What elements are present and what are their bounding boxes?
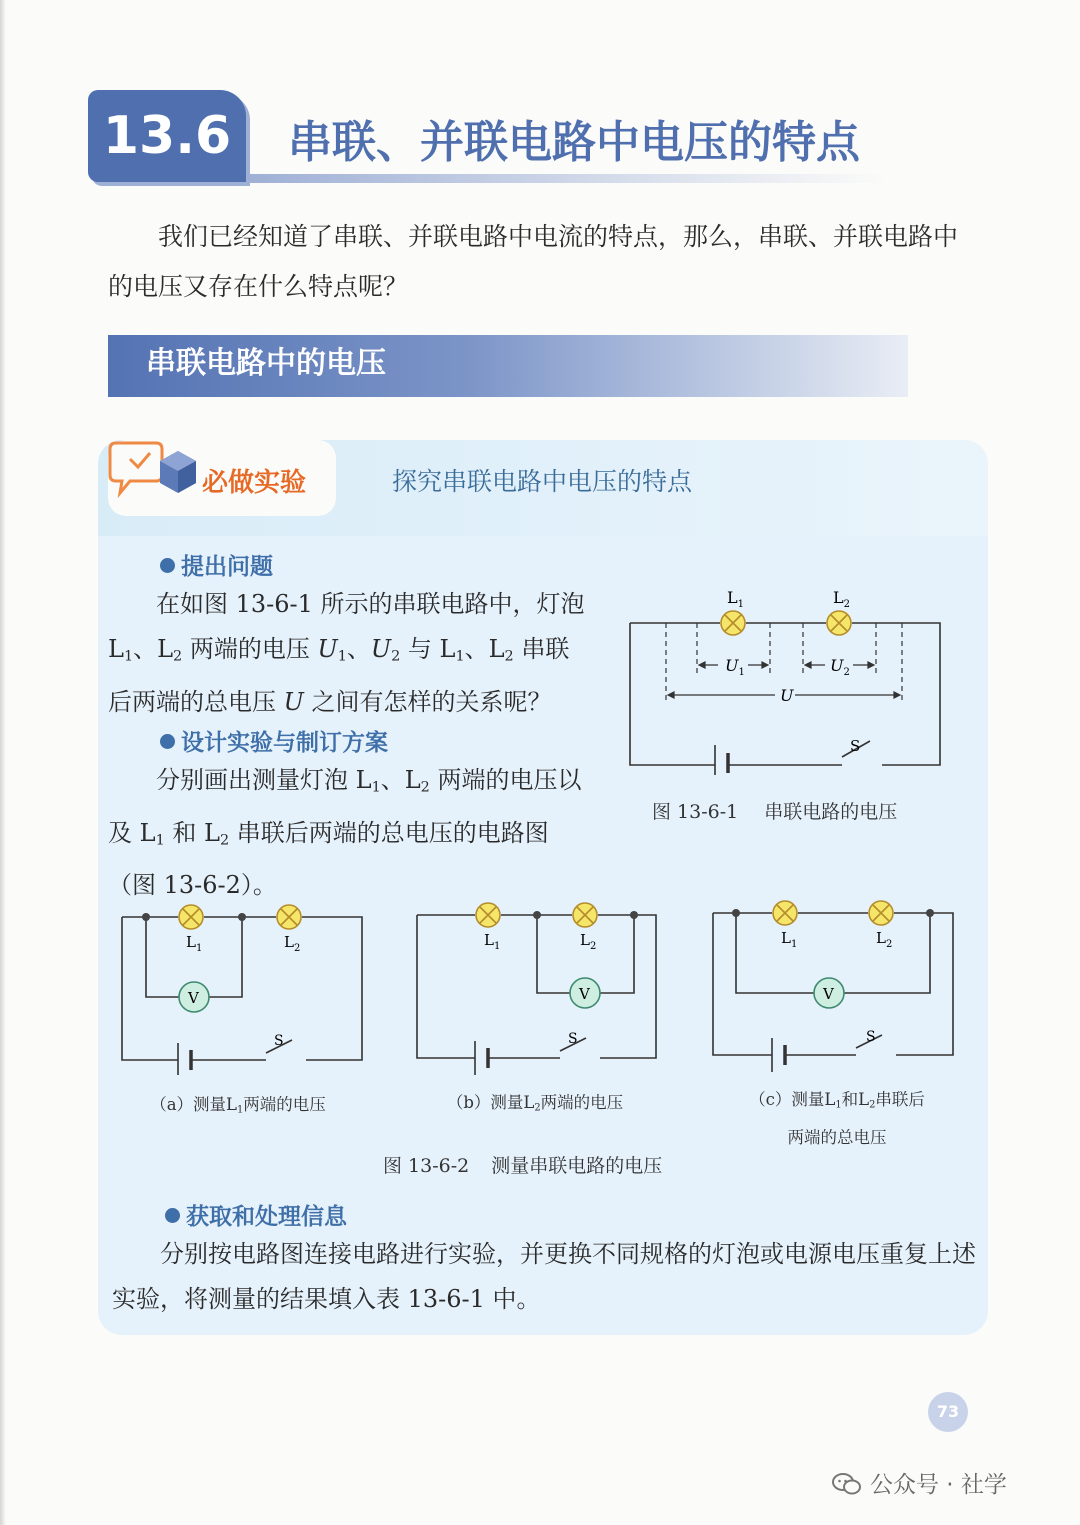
watermark	[832, 1466, 1007, 1499]
page-number: 73	[928, 1392, 968, 1432]
step-heading-question	[160, 548, 273, 581]
bullet-dot	[160, 558, 175, 573]
wechat-icon	[832, 1473, 862, 1495]
step-heading-text: 获取和处理信息	[186, 1204, 347, 1230]
figure-13-6-1-circuit	[620, 585, 950, 775]
step-text-design: 分别画出测量灯泡 $L_1$、$L_2$ 两端的电压以及 $L_1$ 和 $L_2$ 串联后两端的总电压的电路图（图 13-6-2）。	[108, 766, 582, 900]
section-header	[88, 90, 968, 190]
experiment-cube-icon	[108, 435, 204, 505]
intro-paragraph: 我们已经知道了串联、并联电路中电流的特点，那么，串联、并联电路中的电压又存在什么特点呢？	[108, 222, 959, 301]
svg-text:S: S	[274, 1033, 284, 1049]
circuit-a	[122, 905, 362, 1075]
step-heading-text: 设计实验与制订方案	[181, 730, 388, 756]
svg-text:L2: $L_2$	[284, 933, 301, 954]
bullet-dot	[165, 1208, 180, 1223]
figure-13-6-2-caption: 图 13-6-2 测量串联电路的电压	[383, 1155, 663, 1177]
step-heading-data	[165, 1198, 347, 1231]
svg-text:S: S	[866, 1029, 876, 1045]
section-number: 13.6	[102, 106, 232, 166]
experiment-title: 探究串联电路中电压的特点	[392, 467, 693, 496]
svg-text:U1: $U_1$	[725, 656, 745, 678]
svg-text:V: V	[579, 985, 590, 1003]
figure-2b-caption: （b）测量$L_2$两端的电压	[446, 1093, 624, 1114]
circuit-c	[713, 901, 953, 1072]
page-edge	[0, 0, 6, 1525]
figure-2c-caption: （c）测量$L_1$和$L_2$串联后 两端的总电压	[749, 1090, 925, 1148]
svg-text:V: V	[188, 989, 199, 1007]
section-title: 串联、并联电路中电压的特点	[288, 117, 860, 168]
header-underline	[246, 174, 886, 183]
subsection-band	[108, 335, 908, 397]
svg-text:L1: $L_1$	[727, 588, 744, 610]
bullet-dot	[160, 734, 175, 749]
step-text-question: 在如图 13-6-1 所示的串联电路中，灯泡 $L_1$、$L_2$ 两端的电压 $U_1$、$U_2$ 与 $L_1$、$L_2$ 串联后两端的总电压 U 之间有怎样的关系呢？	[108, 590, 585, 716]
svg-text:V: V	[823, 985, 834, 1003]
lamp-L2	[827, 611, 851, 635]
svg-text:U2: $U_2$	[830, 656, 850, 678]
step-heading-design	[160, 724, 388, 757]
section-number-box	[88, 90, 246, 182]
svg-text:L2: $L_2$	[876, 929, 893, 950]
subsection-title: 串联电路中的电压	[146, 346, 386, 381]
watermark-text: 公众号 · 社学	[870, 1472, 1007, 1498]
circuit-b	[417, 903, 656, 1075]
svg-text:L1: $L_1$	[781, 929, 798, 950]
step-heading-text: 提出问题	[181, 554, 273, 580]
figure-13-6-1-caption: 图 13-6-1 串联电路的电压	[652, 801, 898, 823]
lamp-L1	[721, 611, 745, 635]
figure-13-6-2-circuits	[110, 895, 970, 1075]
svg-text:S: S	[850, 737, 861, 755]
svg-text:L1: $L_1$	[484, 931, 501, 952]
svg-text:L1: $L_1$	[186, 933, 203, 954]
experiment-tag: 必做实验	[202, 468, 307, 498]
svg-text:L2: $L_2$	[580, 931, 597, 952]
svg-text:L2: $L_2$	[833, 588, 850, 610]
figure-2a-caption: （a）测量$L_1$两端的电压	[150, 1095, 326, 1116]
step-text-data: 分别按电路图连接电路进行实验，并更换不同规格的灯泡或电源电压重复上述实验，将测量的结果填入表 13-6-1 中。	[112, 1240, 976, 1313]
svg-text:S: S	[568, 1031, 578, 1047]
svg-text:U: U	[780, 686, 794, 705]
